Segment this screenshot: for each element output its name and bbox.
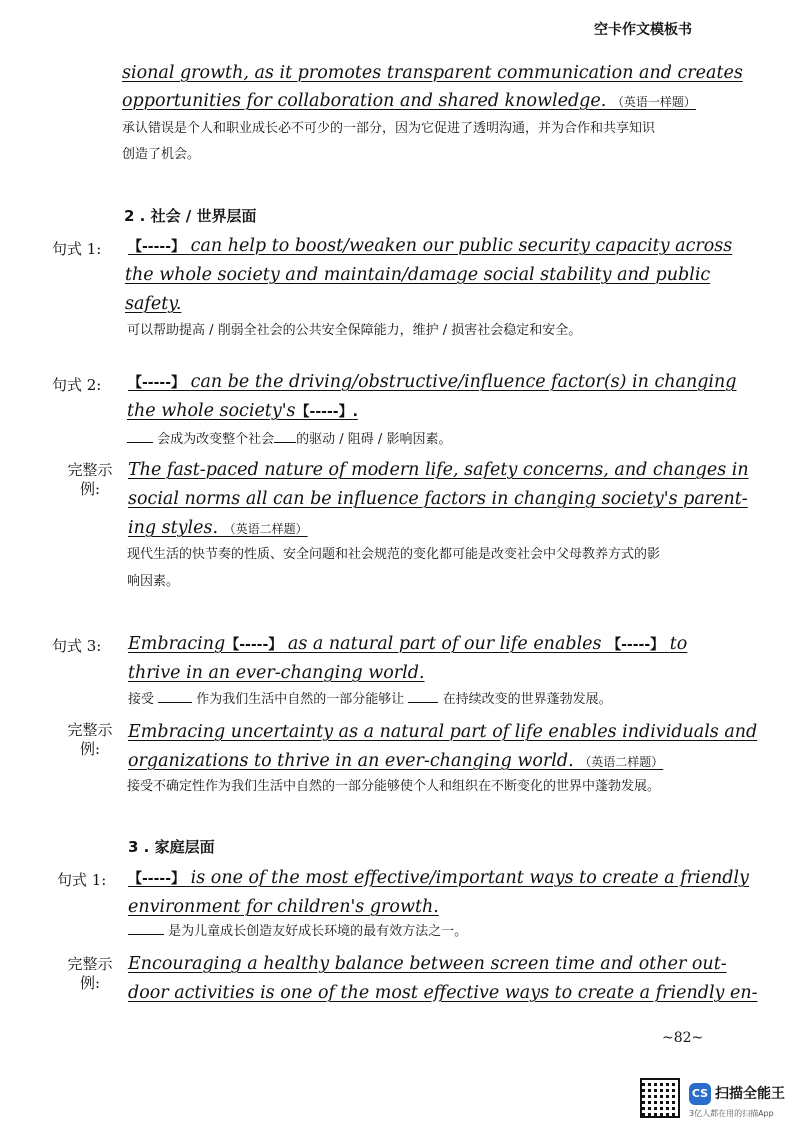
scanner-app-tagline: 3亿人都在用的扫描App xyxy=(689,1109,774,1118)
section-2-pattern-2-cn xyxy=(127,430,451,449)
section-2-pattern-3-line-1 xyxy=(128,633,687,656)
placeholder-bracket: 【-----】 xyxy=(128,375,186,391)
section-2-pattern-2-line-1 xyxy=(128,371,737,394)
qr-code-icon xyxy=(640,1078,680,1118)
placeholder-bracket: 【-----】 xyxy=(295,404,353,420)
section-2-pattern-2-example-cn-1: 现代生活的快节奏的性质、安全问题和社会规范的变化都可能是改变社会中父母教养方式的影 xyxy=(127,547,661,562)
cn-text: 接受 xyxy=(128,692,155,707)
camscanner-logo-icon: CS xyxy=(689,1083,711,1105)
section-2-pattern-1-line-1 xyxy=(128,235,732,258)
cn-text: 的驱动 / 阻碍 / 影响因素。 xyxy=(296,432,452,447)
intro-en-text: opportunities for collaboration and shared knowledge. xyxy=(122,91,607,111)
section-2-pattern-2-example-label: 完整示例: xyxy=(67,461,113,498)
section-3-pattern-1-cn xyxy=(128,922,467,941)
cn-text: 是为儿童成长创造友好成长环境的最有效方法之一。 xyxy=(168,924,468,939)
placeholder-bracket: 【-----】 xyxy=(607,637,665,653)
intro-en-line-1: sional growth, as it promotes transparent communication and creates xyxy=(122,63,743,83)
page-number: ~82~ xyxy=(662,1030,704,1046)
intro-cn-line-2: 创造了机会。 xyxy=(122,147,201,162)
section-3-pattern-1-line-1 xyxy=(128,867,749,890)
blank-line xyxy=(128,922,164,935)
section-2-pattern-3-line-2: thrive in an ever-changing world. xyxy=(128,663,425,683)
section-2-pattern-3-cn xyxy=(128,690,612,709)
placeholder-bracket: 【-----】 xyxy=(225,637,283,653)
section-2-pattern-2-example-line-1: The fast-paced nature of modern life, safety concerns, and changes in xyxy=(128,460,749,480)
section-2-pattern-2-example-cn-2: 响因素。 xyxy=(127,574,180,589)
pattern-text: can help to boost/weaken our public security capacity across xyxy=(190,236,733,256)
section-3-pattern-1-example-line-2: door activities is one of the most effective ways to create a friendly en- xyxy=(128,983,758,1003)
blank-line xyxy=(127,430,153,443)
section-2-title: 2 . 社会 / 世界层面 xyxy=(124,207,257,225)
blank-line xyxy=(274,430,296,443)
section-2-pattern-1-line-2: the whole society and maintain/damage social stability and public xyxy=(125,265,711,285)
pattern-text: Embracing xyxy=(128,634,226,654)
section-2-pattern-3-label: 句式 3: xyxy=(52,637,102,655)
section-2-pattern-2-line-2 xyxy=(127,400,358,423)
cn-text: 作为我们生活中自然的一部分能够让 xyxy=(196,692,405,707)
period: . xyxy=(352,404,358,420)
section-2-pattern-3-example-line-2 xyxy=(128,750,663,773)
section-2-pattern-1-cn: 可以帮助提高 / 削弱全社会的公共安全保障能力，维护 / 损害社会稳定和安全。 xyxy=(127,323,582,338)
blank-line xyxy=(158,690,192,703)
section-3-title: 3 . 家庭层面 xyxy=(128,838,215,856)
section-2-pattern-3-example-label: 完整示例: xyxy=(67,721,113,758)
scanner-app-name: 扫描全能王 xyxy=(715,1086,785,1102)
placeholder-bracket: 【-----】 xyxy=(128,871,186,887)
cn-text: 会成为改变整个社会 xyxy=(157,432,275,447)
example-text: organizations to thrive in an ever-changing world. xyxy=(128,751,574,771)
section-3-pattern-1-example-line-1: Encouraging a healthy balance between screen time and other out- xyxy=(128,954,727,974)
cn-text: 在持续改变的世界蓬勃发展。 xyxy=(442,692,612,707)
section-2-pattern-1-label: 句式 1: xyxy=(52,240,102,258)
section-3-pattern-1-line-2: environment for children's growth. xyxy=(128,897,439,917)
intro-en-line-2 xyxy=(122,90,696,113)
section-2-pattern-3-example-cn: 接受不确定性作为我们生活中自然的一部分能够使个人和组织在不断变化的世界中蓬勃发展。 xyxy=(127,779,661,794)
section-2-pattern-2-example-line-2: social norms all can be influence factors in changing society's parent- xyxy=(128,489,748,509)
intro-note: （英语一样题） xyxy=(611,95,696,109)
section-2-pattern-2-label: 句式 2: xyxy=(52,376,102,394)
section-2-pattern-2-example-line-3 xyxy=(128,517,308,540)
section-3-pattern-1-label: 句式 1: xyxy=(57,871,107,889)
section-2-pattern-1-line-3: safety. xyxy=(125,294,182,314)
blank-line xyxy=(408,690,438,703)
example-note: （英语二样题） xyxy=(579,755,664,769)
pattern-text: the whole society's xyxy=(127,401,296,421)
page-header-title: 空卡作文模板书 xyxy=(594,22,692,38)
example-text: ing styles. xyxy=(128,518,219,538)
pattern-text: can be the driving/obstructive/influence factor(s) in changing xyxy=(190,372,737,392)
section-3-pattern-1-example-label: 完整示例: xyxy=(67,955,113,992)
section-2-pattern-3-example-line-1: Embracing uncertainty as a natural part of life enables individuals and xyxy=(128,722,758,742)
pattern-text: to xyxy=(669,634,688,654)
intro-cn-line-1: 承认错误是个人和职业成长必不可少的一部分，因为它促进了透明沟通，并为合作和共享知识 xyxy=(122,121,656,136)
pattern-text: is one of the most effective/important ways to create a friendly xyxy=(190,868,749,888)
example-note: （英语二样题） xyxy=(223,522,308,536)
placeholder-bracket: 【-----】 xyxy=(128,239,186,255)
pattern-text: as a natural part of our life enables xyxy=(287,634,602,654)
